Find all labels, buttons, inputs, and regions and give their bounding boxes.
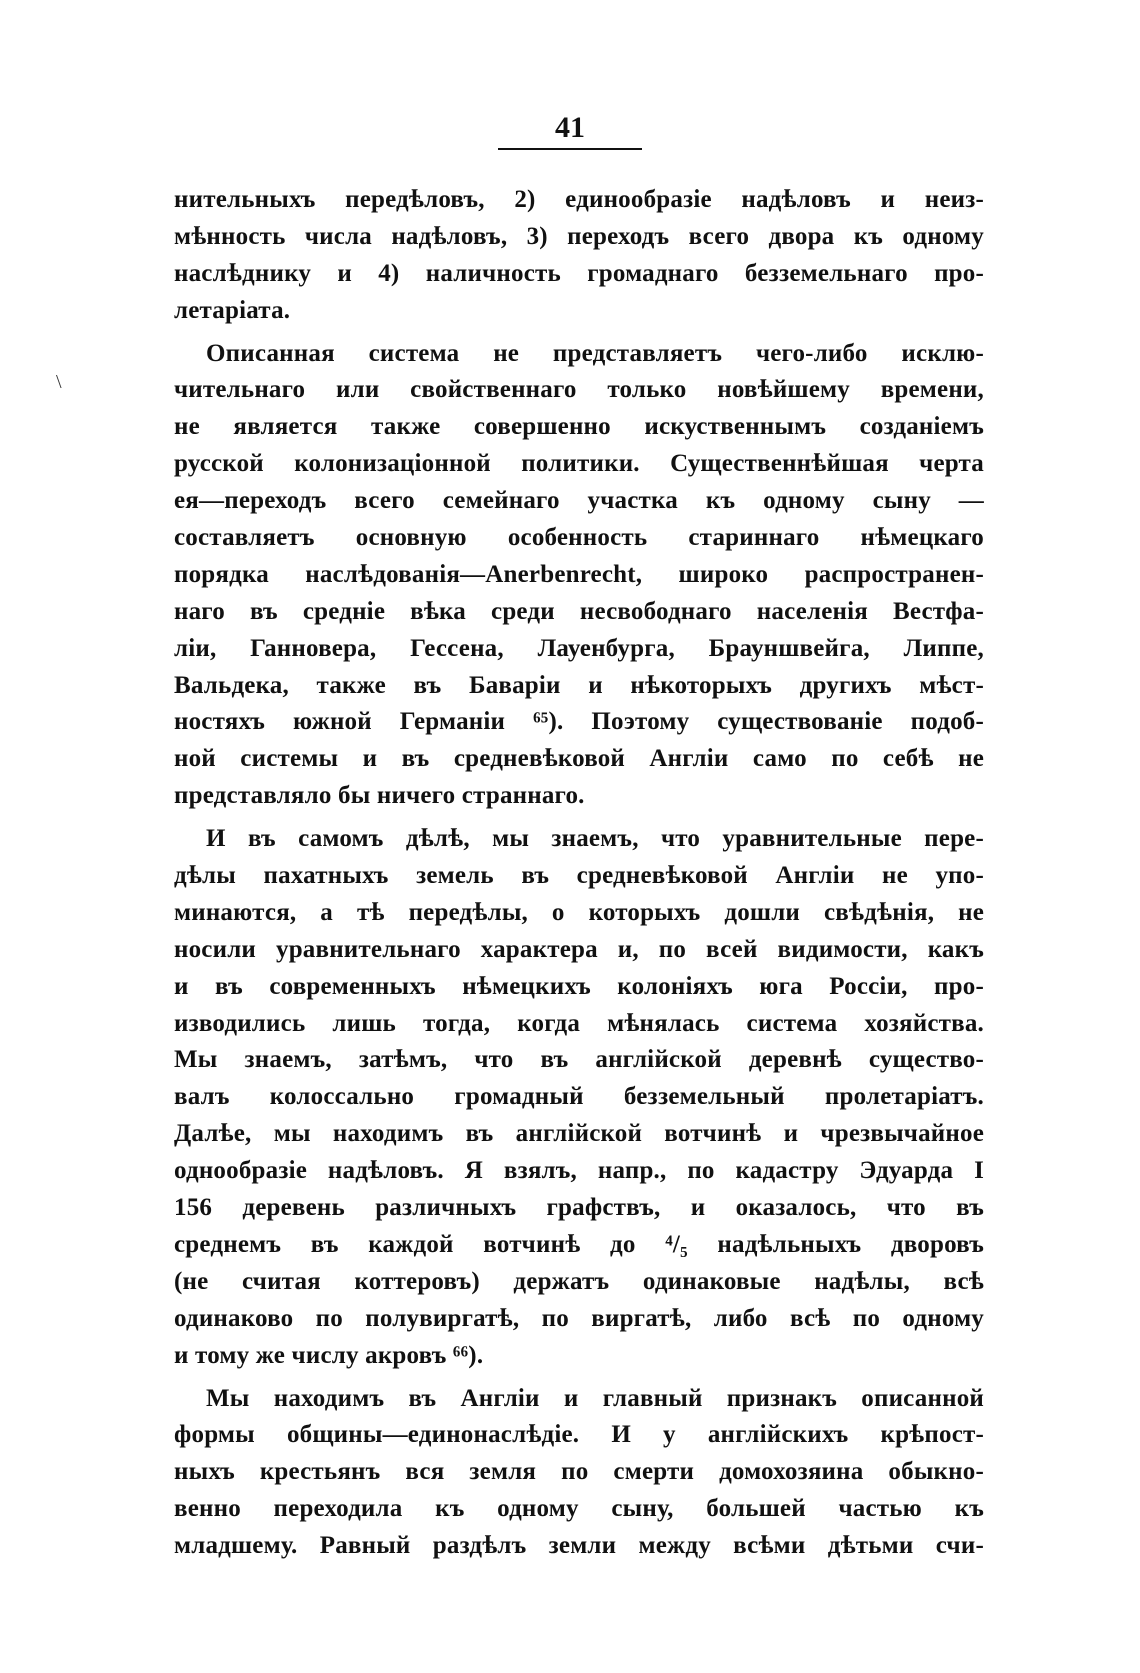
text-line: и въ современныхъ нѣмецкихъ колоніяхъ юга Россіи, про- (174, 972, 984, 1000)
paragraph-3 (174, 821, 984, 1374)
text-line: ной системы и въ средневѣковой Англіи само по себѣ не (174, 745, 984, 773)
text-line: мѣнность числа надѣловъ, 3) переходъ всего двора къ одному (174, 222, 984, 250)
text-line: составляетъ основную особенность стариннаго нѣмецкаго (174, 524, 984, 552)
text-line: чительнаго или свойственнаго только новѣйшему времени, (174, 376, 984, 404)
paragraph-2 (174, 336, 984, 816)
text-line: порядка наслѣдованія—Anerbenrecht, широко распространен- (174, 560, 984, 588)
text-line: И въ самомъ дѣлѣ, мы знаемъ, что уравнительные пере- (206, 825, 984, 853)
text-line: ліи, Ганновера, Гессена, Лауенбурга, Брауншвейга, Липпе, (174, 634, 984, 662)
text-line: минаются, а тѣ передѣлы, о которыхъ дошли свѣдѣнія, не (174, 898, 984, 926)
text-line: дѣлы пахатныхъ земель въ средневѣковой Англіи не упо- (174, 862, 984, 890)
paragraph-4 (174, 1381, 984, 1565)
text-line: Мы знаемъ, затѣмъ, что въ англійской деревнѣ существо- (174, 1046, 984, 1074)
page-number: 41 (555, 111, 585, 144)
text-line: ныхъ крестьянъ вся земля по смерти домохозяина обыкно- (174, 1458, 984, 1486)
text-line: и тому же числу акровъ ⁶⁶). (174, 1341, 484, 1369)
text-line: наслѣднику и 4) наличность громаднаго безземельнаго про- (174, 259, 984, 287)
text-line: наго въ средніе вѣка среди несвободнаго населенія Вестфа- (174, 597, 984, 625)
text-line: Далѣе, мы находимъ въ англійской вотчинѣ и чрезвычайное (174, 1120, 984, 1148)
text-line: представляло бы ничего страннаго. (174, 782, 585, 810)
text-line: изводились лишь тогда, когда мѣнялась система хозяйства. (174, 1009, 984, 1037)
text-line: среднемъ въ каждой вотчинѣ до ⁴/₅ надѣльныхъ дворовъ (174, 1230, 984, 1258)
page-number-rule (498, 148, 642, 150)
text-line: (не считая коттеровъ) держатъ одинаковые надѣлы, всѣ (174, 1267, 984, 1295)
text-line: нительныхъ передѣловъ, 2) единообразіе надѣловъ и неиз- (174, 186, 984, 213)
text-line: венно переходила къ одному сыну, большей частью къ (174, 1495, 984, 1523)
text-line: младшему. Равный раздѣлъ земли между всѣми дѣтьми счи- (174, 1532, 984, 1560)
text-line: носили уравнительнаго характера и, по всей видимости, какъ (174, 935, 984, 963)
text-line: одинаково по полувиргатѣ, по виргатѣ, либо всѣ по одному (174, 1304, 984, 1332)
text-line: Описанная система не представляетъ чего-либо исклю- (206, 339, 984, 367)
text-line: ея—переходъ всего семейнаго участка къ одному сыну — (174, 487, 984, 515)
text-line: летаріата. (174, 296, 291, 324)
stray-mark: \ (56, 371, 62, 393)
text-line: Мы находимъ въ Англіи и главный признакъ описанной (206, 1384, 984, 1412)
paragraph-1 (174, 182, 984, 330)
text-line: не является также совершенно искуственнымъ созданіемъ (174, 413, 984, 441)
text-line: 156 деревень различныхъ графствъ, и оказалось, что въ (174, 1194, 984, 1222)
text-line: однообразіе надѣловъ. Я взялъ, напр., по кадастру Эдуарда I (174, 1157, 984, 1185)
body-text (174, 182, 984, 1565)
text-line: валъ колоссально громадный безземельный пролетаріатъ. (174, 1083, 984, 1111)
text-line: формы общины—единонаслѣдіе. И у англійскихъ крѣпост- (174, 1421, 984, 1449)
text-line: Вальдека, также въ Баваріи и нѣкоторыхъ другихъ мѣст- (174, 671, 984, 699)
text-line: ностяхъ южной Германіи ⁶⁵). Поэтому существованіе подоб- (174, 708, 984, 736)
text-line: русской колонизаціонной политики. Существеннѣйшая черта (174, 450, 984, 478)
